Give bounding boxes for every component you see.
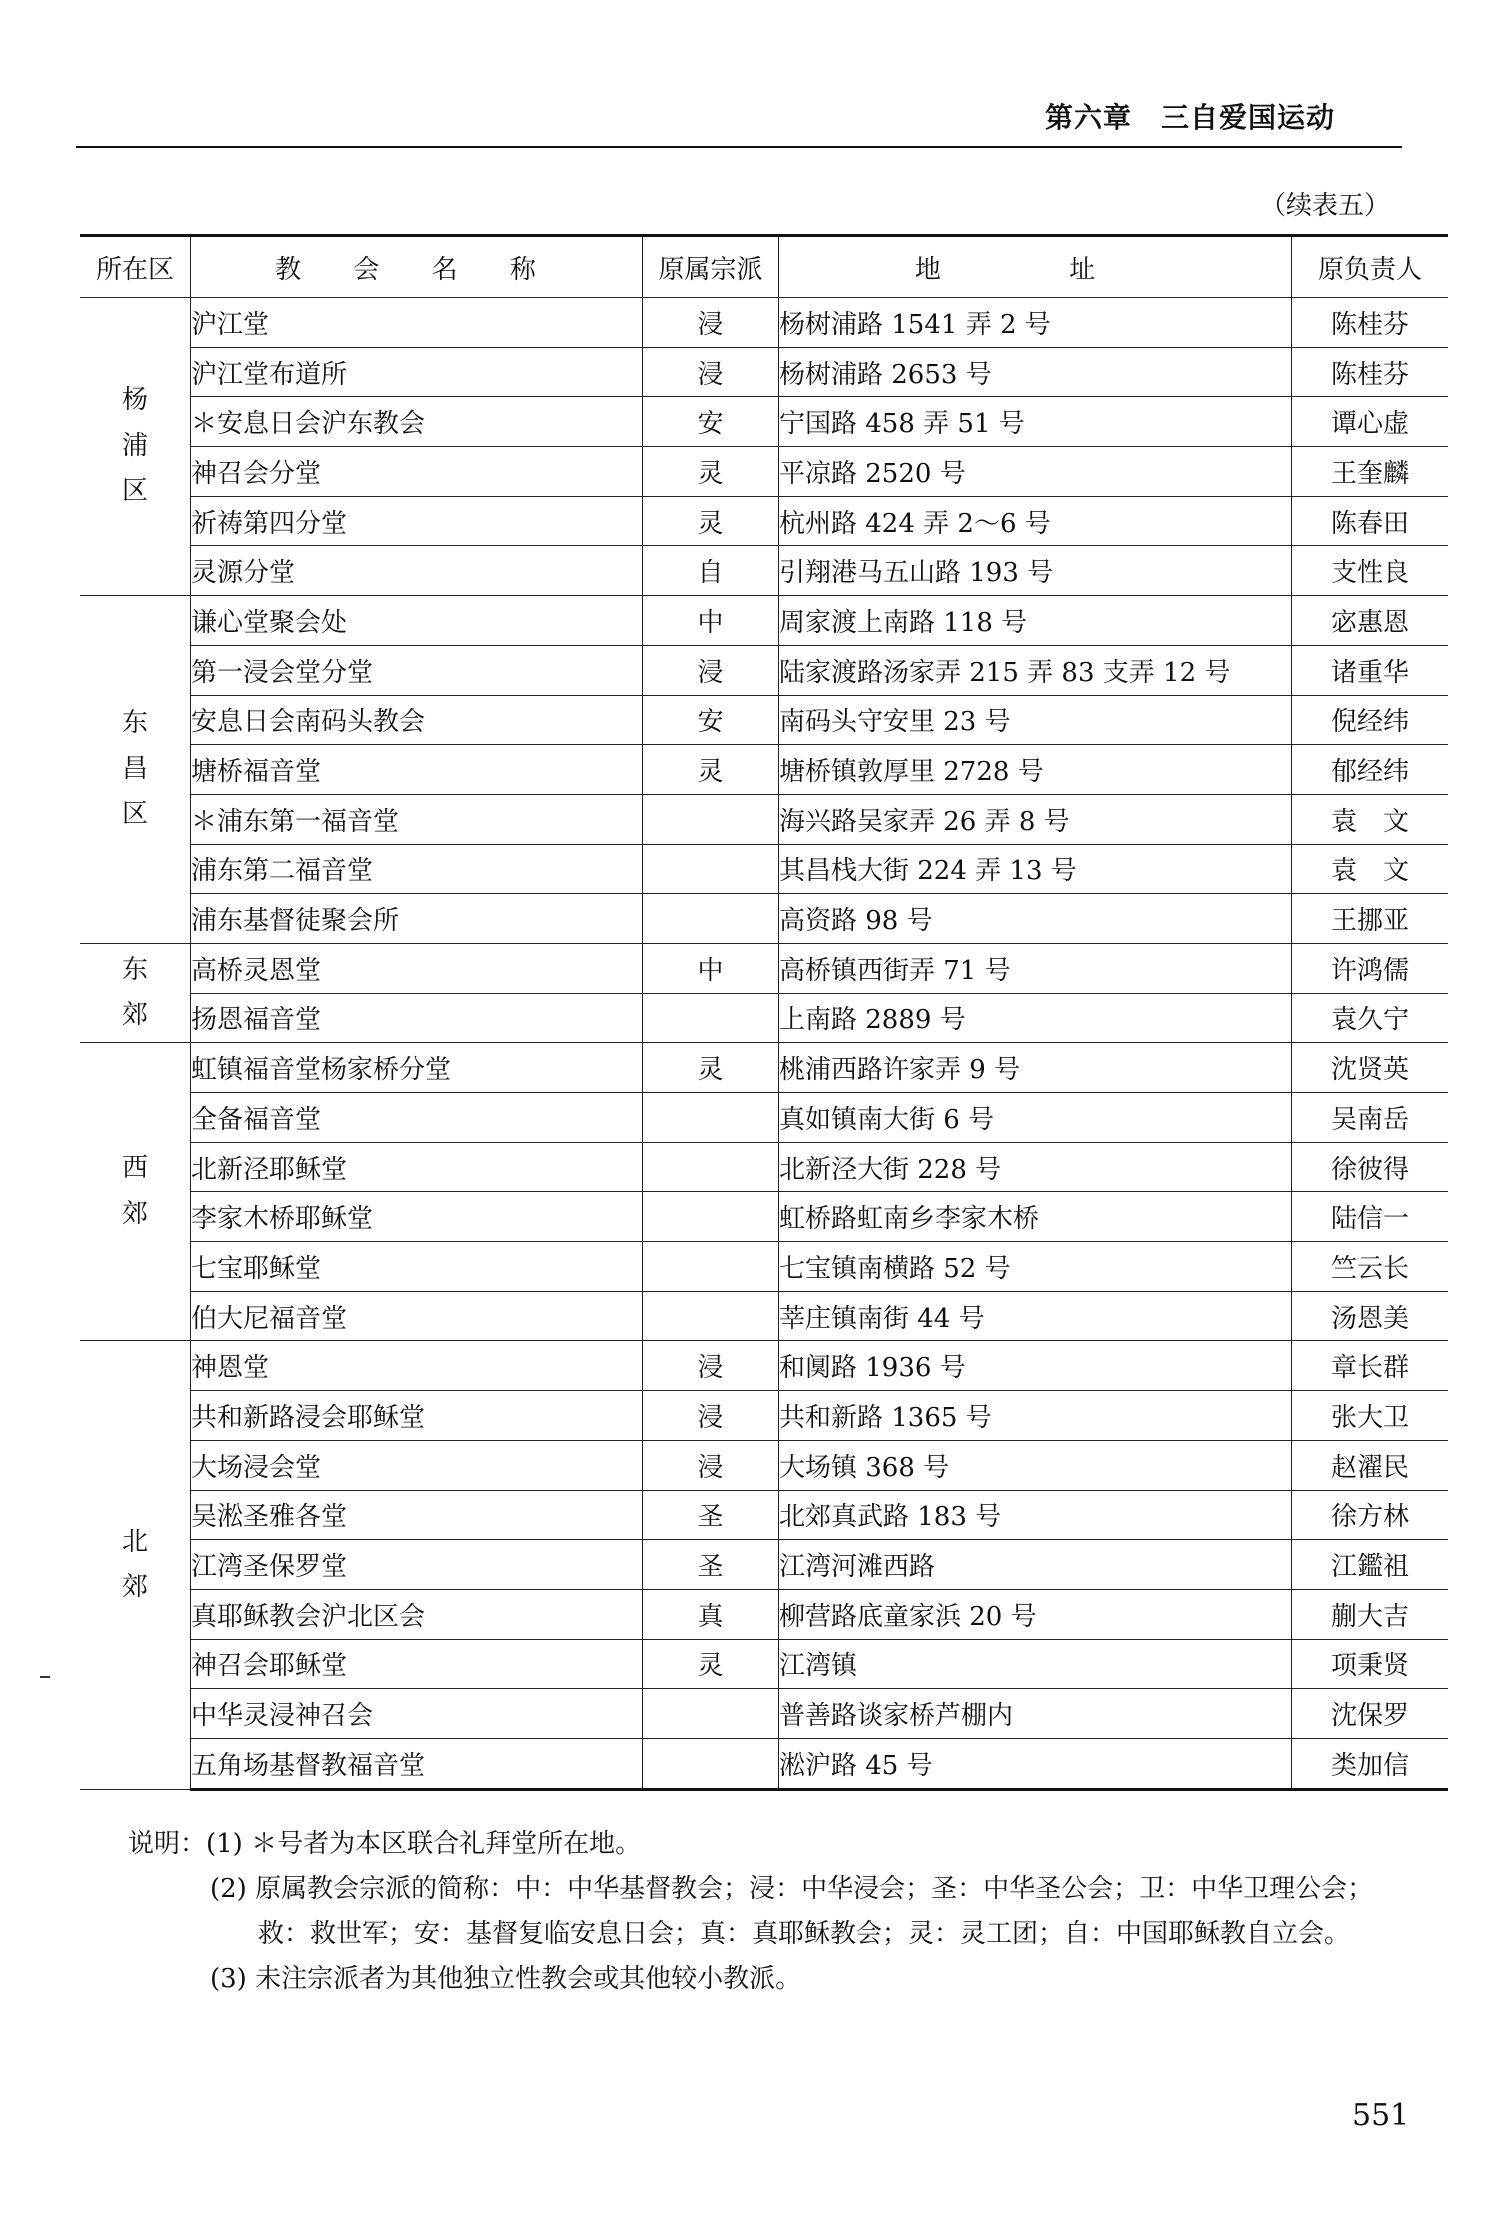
church-name-cell: 沪江堂布道所	[191, 347, 643, 397]
sect-cell: 真	[643, 1589, 779, 1639]
address-cell: 平凉路 2520 号	[779, 447, 1292, 497]
table-row	[80, 1540, 1448, 1590]
leader-cell: 项秉贤	[1292, 1639, 1449, 1689]
leader-cell: 竺云长	[1292, 1242, 1449, 1292]
table-notes	[128, 1822, 1373, 2002]
table-row	[80, 1440, 1448, 1490]
church-name-cell: 谦心堂聚会处	[191, 596, 643, 646]
sect-cell: 灵	[643, 447, 779, 497]
leader-cell: 沈保罗	[1292, 1689, 1449, 1739]
table-row	[80, 1391, 1448, 1441]
table-row	[80, 695, 1448, 745]
address-cell: 桃浦西路许家弄 9 号	[779, 1043, 1292, 1093]
district-label: 东昌区	[121, 708, 148, 830]
leader-cell: 赵濯民	[1292, 1440, 1449, 1490]
table-row	[80, 1490, 1448, 1540]
sect-cell	[643, 894, 779, 944]
church-name-cell: 神召会耶稣堂	[191, 1639, 643, 1689]
sect-cell	[643, 1142, 779, 1192]
sect-cell: 圣	[643, 1490, 779, 1540]
church-name-cell: 神召会分堂	[191, 447, 643, 497]
church-table	[80, 234, 1448, 1791]
note-line-2: (2) 原属教会宗派的简称：中：中华基督教会；浸：中华浸会；圣：中华圣公会；卫：中华卫理公会；	[210, 1874, 1374, 1904]
church-name-cell: 浦东基督徒聚会所	[191, 894, 643, 944]
address-cell: 柳营路底童家浜 20 号	[779, 1589, 1292, 1639]
church-name-cell: 沪江堂	[191, 298, 643, 348]
church-name-cell: 第一浸会堂分堂	[191, 645, 643, 695]
table-row	[80, 347, 1448, 397]
sect-cell	[643, 1738, 779, 1789]
table-row	[80, 1093, 1448, 1143]
church-name-cell: 共和新路浸会耶稣堂	[191, 1391, 643, 1441]
church-name-cell: ＊浦东第一福音堂	[191, 794, 643, 844]
note-line-3: 救：救世军；安：基督复临安息日会；真：真耶稣教会；灵：灵工团；自：中国耶稣教自立会。	[258, 1919, 1351, 1949]
church-name-cell: 七宝耶稣堂	[191, 1242, 643, 1292]
header-sect: 原属宗派	[643, 236, 779, 298]
sect-cell	[643, 1291, 779, 1341]
leader-cell: 章长群	[1292, 1341, 1449, 1391]
leader-cell: 王挪亚	[1292, 894, 1449, 944]
leader-cell: 徐彼得	[1292, 1142, 1449, 1192]
church-name-cell: 全备福音堂	[191, 1093, 643, 1143]
sect-cell	[643, 844, 779, 894]
sect-cell	[643, 1093, 779, 1143]
sect-cell: 浸	[643, 1391, 779, 1441]
leader-cell: 谭心虚	[1292, 397, 1449, 447]
church-name-cell: ＊安息日会沪东教会	[191, 397, 643, 447]
address-cell: 江湾镇	[779, 1639, 1292, 1689]
church-name-cell: 高桥灵恩堂	[191, 943, 643, 993]
leader-cell: 陈春田	[1292, 496, 1449, 546]
sect-cell	[643, 794, 779, 844]
note-line-1: 说明：(1) ＊号者为本区联合礼拜堂所在地。	[128, 1829, 642, 1859]
sect-cell: 灵	[643, 1639, 779, 1689]
address-cell: 引翔港马五山路 193 号	[779, 546, 1292, 596]
leader-cell: 诸重华	[1292, 645, 1449, 695]
sect-cell: 安	[643, 695, 779, 745]
sect-cell: 灵	[643, 1043, 779, 1093]
church-name-cell: 伯大尼福音堂	[191, 1291, 643, 1341]
address-cell: 高桥镇西街弄 71 号	[779, 943, 1292, 993]
leader-cell: 倪经纬	[1292, 695, 1449, 745]
address-cell: 大场镇 368 号	[779, 1440, 1292, 1490]
address-cell: 莘庄镇南街 44 号	[779, 1291, 1292, 1341]
table-row	[80, 496, 1448, 546]
table-row	[80, 1738, 1448, 1789]
header-rule	[76, 146, 1402, 148]
district-cell	[80, 1341, 191, 1789]
table-row	[80, 1589, 1448, 1639]
address-cell: 陆家渡路汤家弄 215 弄 83 支弄 12 号	[779, 645, 1292, 695]
sect-cell	[643, 1689, 779, 1739]
running-head: 第六章 三自爱国运动	[1045, 101, 1336, 134]
church-name-cell: 中华灵浸神召会	[191, 1689, 643, 1739]
table-row	[80, 794, 1448, 844]
address-cell: 杭州路 424 弄 2～6 号	[779, 496, 1292, 546]
address-cell: 南码头守安里 23 号	[779, 695, 1292, 745]
leader-cell: 宓惠恩	[1292, 596, 1449, 646]
address-cell: 其昌栈大街 224 弄 13 号	[779, 844, 1292, 894]
leader-cell: 江鑑祖	[1292, 1540, 1449, 1590]
page-number: 551	[1352, 2098, 1410, 2133]
table-row	[80, 645, 1448, 695]
table-row	[80, 397, 1448, 447]
leader-cell: 张大卫	[1292, 1391, 1449, 1441]
leader-cell: 类加信	[1292, 1738, 1449, 1789]
sect-cell	[643, 1192, 779, 1242]
church-name-cell: 吴淞圣雅各堂	[191, 1490, 643, 1540]
table-row	[80, 546, 1448, 596]
table-row	[80, 1142, 1448, 1192]
address-cell: 上南路 2889 号	[779, 993, 1292, 1043]
address-cell: 虹桥路虹南乡李家木桥	[779, 1192, 1292, 1242]
table-row	[80, 1192, 1448, 1242]
address-cell: 北新泾大街 228 号	[779, 1142, 1292, 1192]
address-cell: 共和新路 1365 号	[779, 1391, 1292, 1441]
leader-cell: 沈贤英	[1292, 1043, 1449, 1093]
address-cell: 真如镇南大街 6 号	[779, 1093, 1292, 1143]
church-name-cell: 灵源分堂	[191, 546, 643, 596]
table-row	[80, 1341, 1448, 1391]
district-cell	[80, 943, 191, 1042]
leader-cell: 许鸿儒	[1292, 943, 1449, 993]
address-cell: 杨树浦路 2653 号	[779, 347, 1292, 397]
address-cell: 江湾河滩西路	[779, 1540, 1292, 1590]
table-row	[80, 1639, 1448, 1689]
leader-cell: 支性良	[1292, 546, 1449, 596]
church-name-cell: 虹镇福音堂杨家桥分堂	[191, 1043, 643, 1093]
district-label: 东郊	[121, 954, 148, 1031]
table-row	[80, 447, 1448, 497]
church-name-cell: 塘桥福音堂	[191, 745, 643, 795]
sect-cell	[643, 1242, 779, 1292]
church-name-cell: 安息日会南码头教会	[191, 695, 643, 745]
header-church-name: 教 会 名 称	[191, 236, 643, 298]
address-cell: 和阒路 1936 号	[779, 1341, 1292, 1391]
sect-cell: 安	[643, 397, 779, 447]
leader-cell: 陆信一	[1292, 1192, 1449, 1242]
district-label: 北郊	[121, 1526, 148, 1603]
church-name-cell: 浦东第二福音堂	[191, 844, 643, 894]
church-name-cell: 祈祷第四分堂	[191, 496, 643, 546]
church-name-cell: 北新泾耶稣堂	[191, 1142, 643, 1192]
church-name-cell: 神恩堂	[191, 1341, 643, 1391]
sect-cell: 灵	[643, 745, 779, 795]
table-row	[80, 993, 1448, 1043]
table-row	[80, 596, 1448, 646]
district-cell	[80, 298, 191, 596]
table-header-row	[80, 236, 1448, 298]
sect-cell: 浸	[643, 347, 779, 397]
header-leader: 原负责人	[1292, 236, 1449, 298]
table-row	[80, 844, 1448, 894]
leader-cell: 陈桂芬	[1292, 298, 1449, 348]
sect-cell: 圣	[643, 1540, 779, 1590]
leader-cell: 袁 文	[1292, 844, 1449, 894]
leader-cell: 吴南岳	[1292, 1093, 1449, 1143]
church-name-cell: 五角场基督教福音堂	[191, 1738, 643, 1789]
church-name-cell: 江湾圣保罗堂	[191, 1540, 643, 1590]
address-cell: 宁国路 458 弄 51 号	[779, 397, 1292, 447]
header-address: 地 址	[779, 236, 1292, 298]
sect-cell: 浸	[643, 1440, 779, 1490]
church-name-cell: 扬恩福音堂	[191, 993, 643, 1043]
sect-cell	[643, 993, 779, 1043]
table-row	[80, 1043, 1448, 1093]
table-row	[80, 1689, 1448, 1739]
church-name-cell: 大场浸会堂	[191, 1440, 643, 1490]
table-continuation-label: （续表五）	[1260, 191, 1391, 221]
address-cell: 周家渡上南路 118 号	[779, 596, 1292, 646]
table-row	[80, 1242, 1448, 1292]
address-cell: 高资路 98 号	[779, 894, 1292, 944]
sect-cell: 自	[643, 546, 779, 596]
church-name-cell: 真耶稣教会沪北区会	[191, 1589, 643, 1639]
sect-cell: 浸	[643, 645, 779, 695]
address-cell: 淞沪路 45 号	[779, 1738, 1292, 1789]
district-cell	[80, 1043, 191, 1341]
margin-mark	[40, 1676, 50, 1678]
leader-cell: 袁久宁	[1292, 993, 1449, 1043]
address-cell: 海兴路吴家弄 26 弄 8 号	[779, 794, 1292, 844]
table-row	[80, 943, 1448, 993]
leader-cell: 徐方林	[1292, 1490, 1449, 1540]
address-cell: 塘桥镇敦厚里 2728 号	[779, 745, 1292, 795]
district-cell	[80, 596, 191, 944]
table-row	[80, 1291, 1448, 1341]
leader-cell: 王奎麟	[1292, 447, 1449, 497]
leader-cell: 蒯大吉	[1292, 1589, 1449, 1639]
sect-cell: 中	[643, 596, 779, 646]
leader-cell: 袁 文	[1292, 794, 1449, 844]
sect-cell: 浸	[643, 1341, 779, 1391]
header-district: 所在区	[80, 236, 191, 298]
address-cell: 北郊真武路 183 号	[779, 1490, 1292, 1540]
table-row	[80, 894, 1448, 944]
sect-cell: 浸	[643, 298, 779, 348]
district-label: 西郊	[121, 1153, 148, 1229]
address-cell: 七宝镇南横路 52 号	[779, 1242, 1292, 1292]
leader-cell: 陈桂芬	[1292, 347, 1449, 397]
table-body	[80, 298, 1448, 1790]
district-label: 杨浦区	[121, 385, 148, 507]
table-row	[80, 745, 1448, 795]
leader-cell: 汤恩美	[1292, 1291, 1449, 1341]
address-cell: 普善路谈家桥芦棚内	[779, 1689, 1292, 1739]
leader-cell: 郁经纬	[1292, 745, 1449, 795]
church-name-cell: 李家木桥耶稣堂	[191, 1192, 643, 1242]
table-row	[80, 298, 1448, 348]
note-line-4: (3) 未注宗派者为其他独立性教会或其他较小教派。	[210, 1964, 802, 1994]
address-cell: 杨树浦路 1541 弄 2 号	[779, 298, 1292, 348]
sect-cell: 灵	[643, 496, 779, 546]
sect-cell: 中	[643, 943, 779, 993]
